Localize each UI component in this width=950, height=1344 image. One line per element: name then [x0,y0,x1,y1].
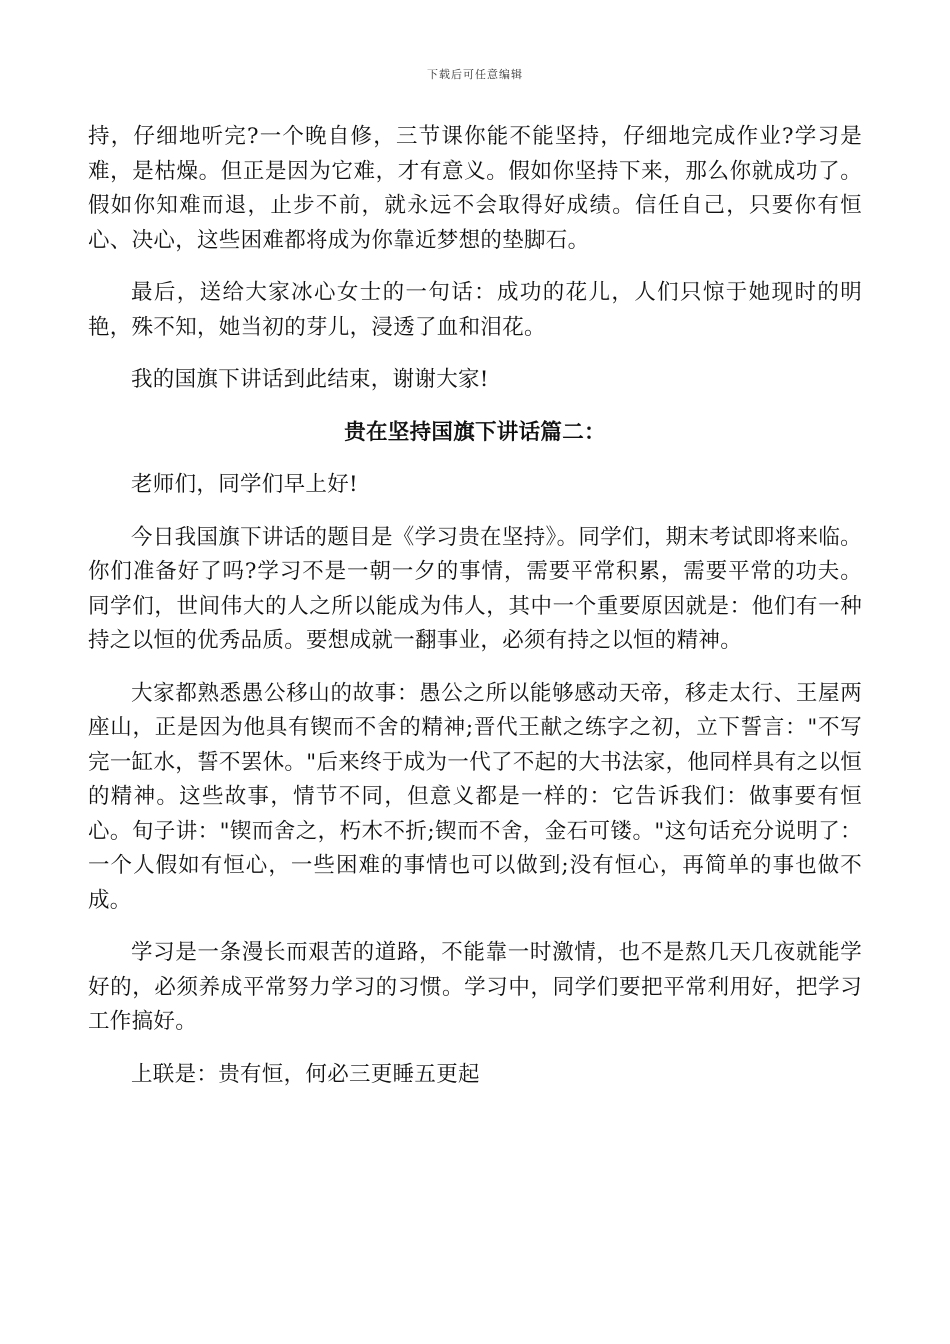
paragraph-3: 我的国旗下讲话到此结束，谢谢大家! [131,367,489,392]
section-heading: 贵在坚持国旗下讲话篇二： [344,419,606,445]
paragraph-5: 今日我国旗下讲话的题目是《学习贵在坚持》。同学们，期末考试即将来临。你们准备好了吗?学习不是一朝一夕的事情，需要平常积累，需要平常的功夫。同学们，世间伟大的人之所以能成为伟人，其中一个重要原因就是：他们有一种持之以恒的优秀品质。要想成就一翻事业，必须有持之以恒的精神。 [88,524,862,653]
header-note: 下载后可任意编辑 [427,68,523,81]
paragraph-2: 最后，送给大家冰心女士的一句话：成功的花儿，人们只惊于她现时的明艳，殊不知，她当初的芽儿，浸透了血和泪花。 [88,280,862,340]
document-body [88,120,862,1110]
paragraph-8: 上联是：贵有恒，何必三更睡五更起 [131,1061,480,1087]
paragraph-4: 老师们，同学们早上好! [131,472,358,497]
paragraph-6: 大家都熟悉愚公移山的故事：愚公之所以能够感动天帝，移走太行、王屋两座山，正是因为他具有锲而不舍的精神;晋代王献之练字之初，立下誓言："不写完一缸水，誓不罢休。"后来终于成为一代了不起的大书法家，他同样具有之以恒的精神。这些故事，情节不同，但意义都是一样的：它告诉我们：做事要有恒心。旬子讲："锲而舍之，朽木不折;锲而不舍，金石可镂。"这句话充分说明了：一个人假如有恒心，一些困难的事情也可以做到;没有恒心，再简单的事也做不成。 [88,680,862,913]
paragraph-1: 持，仔细地听完?一个晚自修，三节课你能不能坚持，仔细地完成作业?学习是难，是枯燥。但正是因为它难，才有意义。假如你坚持下来，那么你就成功了。假如你知难而退，止步不前，就永远不会取得好成绩。信任自己，只要你有恒心、决心，这些困难都将成为你靠近梦想的垫脚石。 [88,124,862,253]
paragraph-7: 学习是一条漫长而艰苦的道路，不能靠一时激情，也不是熬几天几夜就能学好的，必须养成平常努力学习的习惯。学习中，同学们要把平常利用好，把学习工作搞好。 [88,940,862,1034]
